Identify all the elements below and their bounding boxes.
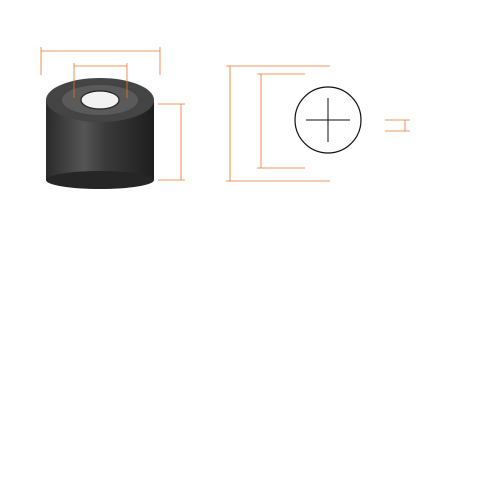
gear-dimension-diagram <box>0 0 488 192</box>
gear-photo <box>46 78 154 189</box>
gear-schematic <box>295 87 361 153</box>
